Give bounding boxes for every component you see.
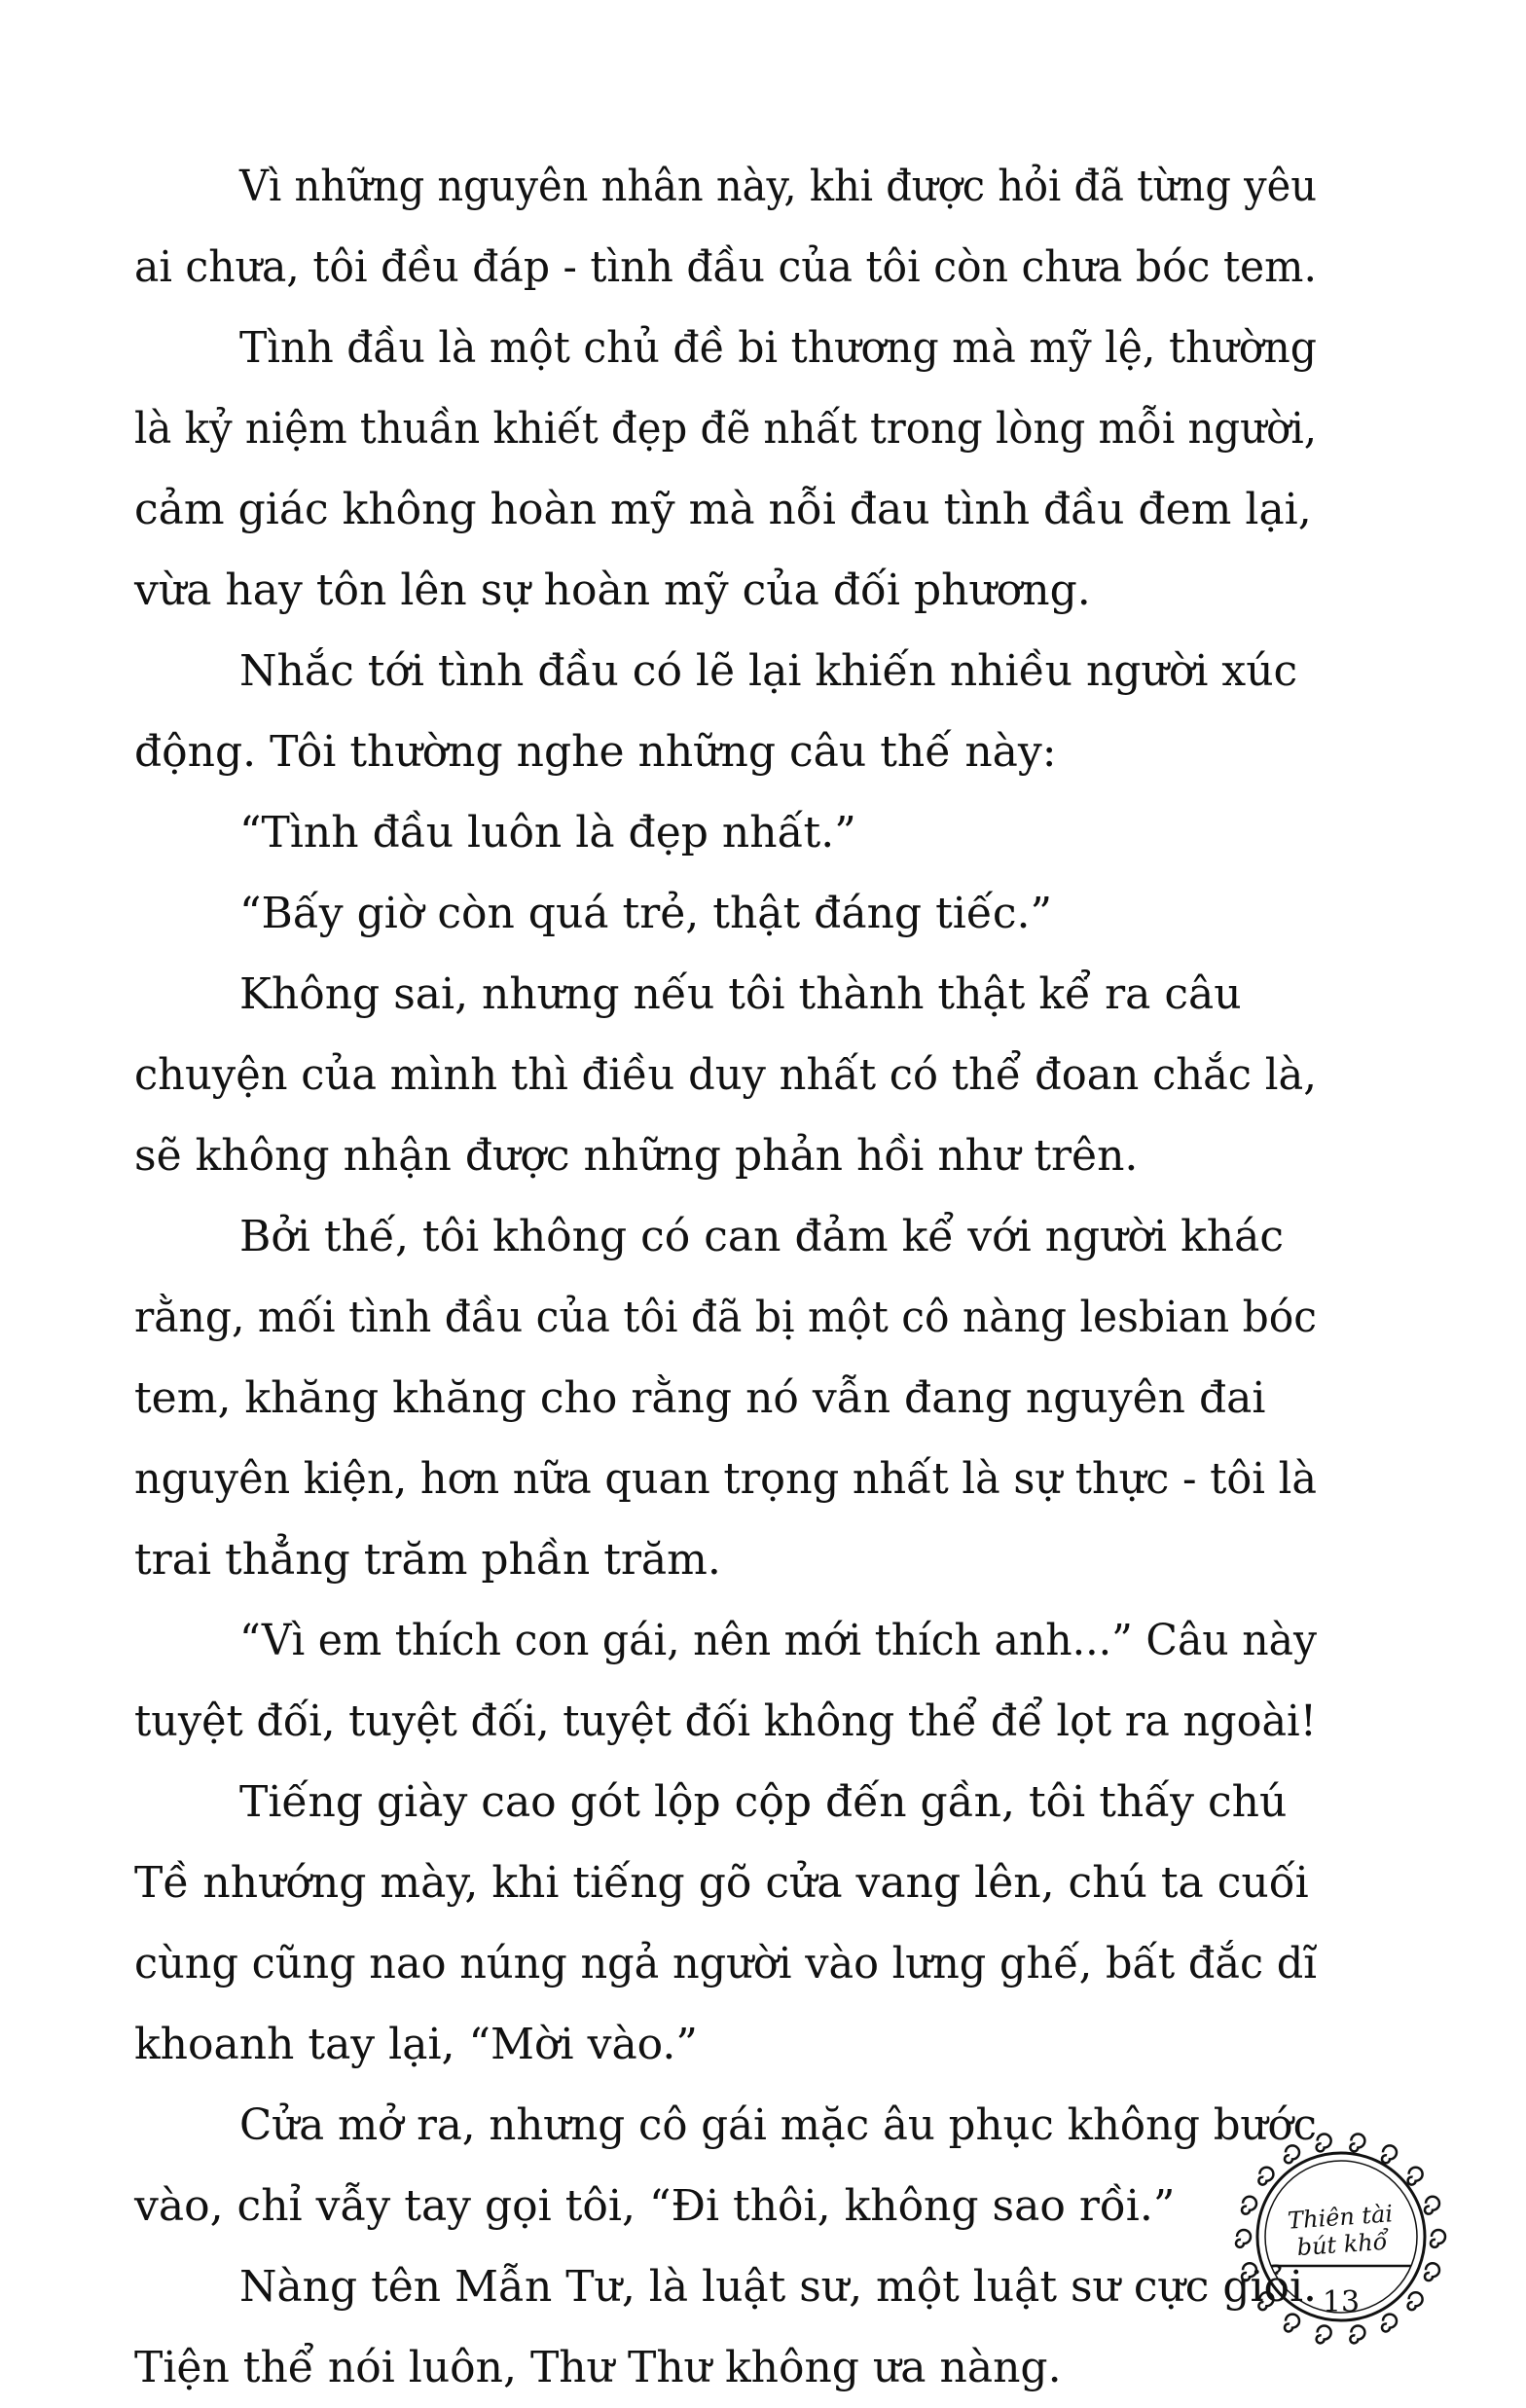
text-line: [134, 2004, 1317, 2085]
page-ornament: [1224, 2120, 1458, 2353]
line-text: rằng, mối tình đầu của tôi đã bị một cô nàng lesbian bóc: [134, 1293, 1317, 1342]
line-text: cảm giác không hoàn mỹ mà nỗi đau tình đầu đem lại,: [134, 485, 1312, 534]
line-text: tuyệt đối, tuyệt đối, tuyệt đối không thể để lọt ra ngoài!: [134, 1697, 1317, 1746]
text-line: [134, 388, 1317, 469]
line-text: Vì những nguyên nhân này, khi được hỏi đã từng yêu: [239, 162, 1317, 211]
series-title-line: Thiên tài: [1287, 2200, 1394, 2235]
line-text: Không sai, nhưng nếu tôi thành thật kể ra câu: [239, 969, 1242, 1019]
series-title-line: bút khổ: [1295, 2227, 1389, 2262]
text-line: [134, 1842, 1317, 1923]
text-line: [134, 1035, 1317, 1115]
line-text: là kỷ niệm thuần khiết đẹp đẽ nhất trong lòng mỗi người,: [134, 404, 1317, 454]
text-line: [134, 550, 1317, 631]
text-line: [134, 2085, 1317, 2166]
ornament-swirl-icon: [1317, 2325, 1331, 2343]
line-text: trai thẳng trăm phần trăm.: [134, 1535, 721, 1585]
text-line: [134, 1115, 1317, 1196]
ornament-swirl-icon: [1242, 2263, 1256, 2280]
text-line: [134, 1923, 1317, 2004]
text-line: [134, 1519, 1317, 1600]
text-line: [134, 711, 1317, 792]
ornament-swirl-icon: [1408, 2168, 1423, 2185]
text-line: [134, 308, 1317, 388]
line-text: Tiện thể nói luôn, Thư Thư không ưa nàng.: [134, 2343, 1062, 2392]
ornament-swirl-icon: [1350, 2325, 1364, 2343]
text-line: [134, 1762, 1317, 1842]
ornament-swirl-icon: [1285, 2145, 1299, 2163]
line-text: cùng cũng nao núng ngả người vào lưng ghế, bất đắc dĩ: [134, 1939, 1317, 1988]
text-line: [134, 146, 1317, 227]
line-text: “Bấy giờ còn quá trẻ, thật đáng tiếc.”: [239, 889, 1053, 938]
text-line: [134, 1681, 1317, 1762]
line-text: chuyện của mình thì điều duy nhất có thể đoan chắc là,: [134, 1050, 1317, 1100]
text-line: [134, 2166, 1317, 2246]
line-text: tem, khăng khăng cho rằng nó vẫn đang nguyên đai: [134, 1373, 1266, 1423]
line-text: vào, chỉ vẫy tay gọi tôi, “Đi thôi, không sao rồi.”: [134, 2181, 1176, 2231]
text-line: [134, 631, 1317, 711]
line-text: Cửa mở ra, nhưng cô gái mặc âu phục không bước: [239, 2100, 1317, 2150]
ornament-swirl-icon: [1425, 2263, 1439, 2280]
line-text: Tiếng giày cao gót lộp cộp đến gần, tôi thấy chú: [239, 1777, 1288, 1827]
line-text: nguyên kiện, hơn nữa quan trọng nhất là sự thực - tôi là: [134, 1454, 1317, 1504]
ornament-swirl-icon: [1317, 2134, 1331, 2152]
text-line: [134, 873, 1317, 954]
line-text: vừa hay tôn lên sự hoàn mỹ của đối phương.: [134, 566, 1091, 615]
text-line: [134, 2246, 1317, 2327]
text-line: [134, 2327, 1317, 2408]
line-text: động. Tôi thường nghe những câu thế này:: [134, 727, 1057, 777]
line-text: Nàng tên Mẫn Tư, là luật sư, một luật sư cực giỏi.: [239, 2262, 1317, 2312]
text-line: [134, 954, 1317, 1035]
line-text: “Vì em thích con gái, nên mới thích anh...” Câu này: [239, 1616, 1317, 1665]
text-line: [134, 1439, 1317, 1519]
body-text: [134, 146, 1317, 2408]
text-line: [134, 469, 1317, 550]
ornament-swirl-icon: [1350, 2134, 1364, 2152]
text-line: [134, 1196, 1317, 1277]
line-text: ai chưa, tôi đều đáp - tình đầu của tôi còn chưa bóc tem.: [134, 242, 1317, 292]
text-line: [134, 1358, 1317, 1439]
page-number: 13: [1322, 2285, 1361, 2319]
text-line: [134, 1277, 1317, 1358]
line-text: Bởi thế, tôi không có can đảm kể với người khác: [239, 1212, 1284, 1261]
text-line: [134, 792, 1317, 873]
line-text: khoanh tay lại, “Mời vào.”: [134, 2020, 698, 2069]
ornament-swirl-icon: [1258, 2168, 1273, 2185]
line-text: Tình đầu là một chủ đề bi thương mà mỹ lệ, thường: [239, 323, 1317, 373]
line-text: Tề nhướng mày, khi tiếng gõ cửa vang lên, chú ta cuối: [134, 1858, 1309, 1908]
text-line: [134, 227, 1317, 308]
line-text: “Tình đầu luôn là đẹp nhất.”: [239, 808, 856, 857]
line-text: Nhắc tới tình đầu có lẽ lại khiến nhiều người xúc: [239, 646, 1298, 696]
line-text: sẽ không nhận được những phản hồi như trên.: [134, 1131, 1139, 1181]
ornament-swirl-icon: [1382, 2145, 1397, 2163]
text-line: [134, 1600, 1317, 1681]
